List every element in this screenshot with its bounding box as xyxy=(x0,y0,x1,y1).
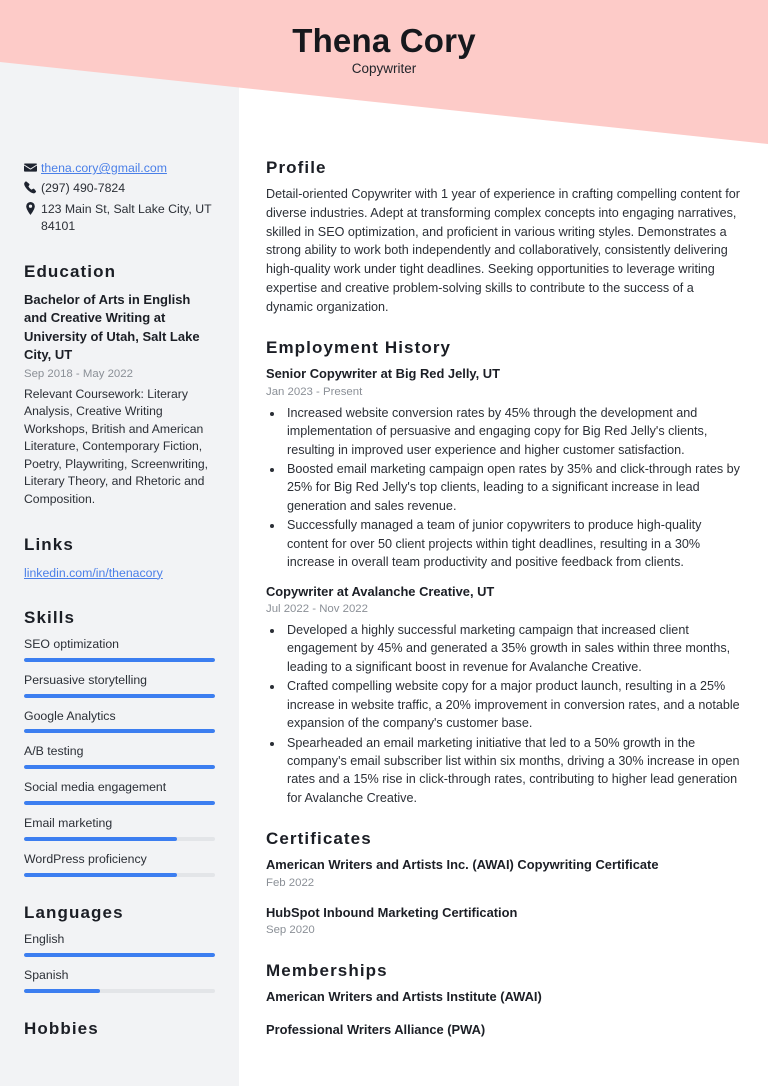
education-entry xyxy=(24,291,215,509)
section-employment-history xyxy=(266,338,740,807)
skill-level-track xyxy=(24,729,215,733)
contact-list xyxy=(24,160,215,236)
memberships-list xyxy=(266,988,740,1038)
employment-title: Senior Copywriter at Big Red Jelly, UT xyxy=(266,366,500,382)
language-level-fill xyxy=(24,953,215,957)
employment-bullet-list xyxy=(266,621,740,807)
education-dates: Sep 2018 - May 2022 xyxy=(24,367,133,380)
sidebar-content xyxy=(0,0,239,1048)
employment-dates: Jul 2022 - Nov 2022 xyxy=(266,603,368,615)
skill-level-track xyxy=(24,801,215,805)
certificate-date: Sep 2020 xyxy=(266,924,315,937)
skill-level-track xyxy=(24,694,215,698)
skill-level-fill xyxy=(24,837,177,841)
languages-list xyxy=(24,932,215,993)
employment-list xyxy=(266,365,740,807)
certificate-item xyxy=(266,856,740,891)
skill-item xyxy=(24,744,215,769)
section-memberships xyxy=(266,961,740,1038)
contact-item-address xyxy=(24,201,215,236)
certificate-item xyxy=(266,904,740,939)
employment-bullet: • Developed a highly successful marketing campaign that increased client engagement by 45% and generated a 35% growth in sales within three months, leading to a significant boost in revenue for Avalanche Creative. xyxy=(284,621,740,676)
contact-item-phone xyxy=(24,180,215,197)
section-heading-employment: Employment History xyxy=(266,338,452,358)
employment-bullet-list xyxy=(266,404,740,572)
language-label: Spanish xyxy=(24,968,69,983)
sidebar-section-skills xyxy=(24,608,215,878)
employment-bullet: • Crafted compelling website copy for a major product launch, resulting in a 25% increase in website traffic, a 20% improvement in conversion rates, and a notable expansion of the company's customer base. xyxy=(284,677,740,732)
employment-bullet: • Successfully managed a team of junior copywriters to produce high-quality content for over 50 client projects within tight deadlines, resulting in a 30% increase in overall team productivity and positive feedback from clients. xyxy=(284,516,740,571)
certificate-title: HubSpot Inbound Marketing Certification xyxy=(266,904,518,920)
skill-label: Email marketing xyxy=(24,816,113,831)
certificate-title: American Writers and Artists Inc. (AWAI) Copywriting Certificate xyxy=(266,857,659,873)
section-heading-hobbies: Hobbies xyxy=(24,1019,99,1039)
skill-level-track xyxy=(24,765,215,769)
skill-label: Google Analytics xyxy=(24,708,116,723)
section-heading-education: Education xyxy=(24,261,117,281)
skill-item xyxy=(24,780,215,805)
profile-text: Detail-oriented Copywriter with 1 year of experience in crafting compelling content for diverse industries. Adept at transforming complex concepts into engaging narratives, skilled in SEO optimization, and proficient in various writing styles. Demonstrates a strong ability to work both independently and collaboratively, consistently delivering high-quality work under tight deadlines. Seeking opportunities to leverage writing expertise and creative problem-solving skills to contribute to the success of a dynamic organization. xyxy=(266,187,740,314)
language-level-track xyxy=(24,989,215,993)
sidebar-section-languages xyxy=(24,903,215,993)
skill-label: SEO optimization xyxy=(24,636,120,651)
skill-item xyxy=(24,816,215,841)
envelope-icon xyxy=(24,160,41,174)
skill-item xyxy=(24,852,215,877)
sidebar-section-links xyxy=(24,535,215,582)
skill-label: Persuasive storytelling xyxy=(24,672,148,687)
employment-entry xyxy=(266,365,740,571)
employment-bullet: • Boosted email marketing campaign open rates by 35% and click-through rates by 25% for Big Red Jelly's top clients, leading to a significant increase in lead generation and sales revenue. xyxy=(284,460,740,515)
skill-label: A/B testing xyxy=(24,744,84,759)
employment-bullet: • Increased website conversion rates by 45% through the development and implementation of persuasive and engaging copy for Big Red Jelly's clients, resulting in improved user experience and higher customer satisfaction. xyxy=(284,404,740,459)
section-heading-certificates: Certificates xyxy=(266,829,372,849)
language-item xyxy=(24,968,215,993)
skill-item xyxy=(24,673,215,698)
skill-label: WordPress proficiency xyxy=(24,852,147,867)
skill-level-track xyxy=(24,873,215,877)
phone-icon xyxy=(24,180,41,194)
skill-level-fill xyxy=(24,873,177,877)
skill-level-track xyxy=(24,837,215,841)
sidebar-section-hobbies xyxy=(24,1019,215,1039)
employment-title: Copywriter at Avalanche Creative, UT xyxy=(266,583,495,599)
skill-level-fill xyxy=(24,729,215,733)
section-heading-skills: Skills xyxy=(24,607,76,627)
section-profile xyxy=(266,158,740,316)
skill-label: Social media engagement xyxy=(24,780,167,795)
certificates-list xyxy=(266,856,740,939)
skill-item xyxy=(24,637,215,662)
location-pin-icon xyxy=(24,201,41,215)
skill-level-fill xyxy=(24,801,215,805)
employment-entry xyxy=(266,583,740,808)
skill-item xyxy=(24,709,215,734)
certificate-date: Feb 2022 xyxy=(266,876,315,889)
linkedin-link[interactable]: linkedin.com/in/thenacory xyxy=(24,565,163,580)
skill-level-fill xyxy=(24,694,215,698)
employment-bullet: • Spearheaded an email marketing initiative that led to a 50% growth in the company's email subscriber list within six months, driving a 30% increase in open rates and a 15% rise in click-through rates, contributing to higher lead generation for Avalanche Creative. xyxy=(284,734,740,808)
employment-dates: Jan 2023 - Present xyxy=(266,385,363,398)
sidebar-section-education xyxy=(24,262,215,509)
skills-list xyxy=(24,637,215,878)
skill-level-fill xyxy=(24,765,215,769)
skill-level-track xyxy=(24,658,215,662)
language-label: English xyxy=(24,932,65,947)
email-link[interactable]: thena.cory@gmail.com xyxy=(41,161,167,175)
contact-item-email xyxy=(24,160,215,177)
section-certificates xyxy=(266,829,740,939)
main-content xyxy=(239,0,768,1060)
membership-item: Professional Writers Alliance (PWA) xyxy=(266,1021,486,1037)
skill-level-fill xyxy=(24,658,215,662)
membership-item: American Writers and Artists Institute (AWAI) xyxy=(266,989,542,1005)
section-heading-languages: Languages xyxy=(24,903,124,923)
education-title: Bachelor of Arts in English and Creative Writing at University of Utah, Salt Lake City, UT xyxy=(24,291,200,363)
job-title: Copywriter xyxy=(351,60,417,76)
section-heading-links: Links xyxy=(24,534,74,554)
language-item xyxy=(24,932,215,957)
page-title: Thena Cory xyxy=(292,22,476,59)
address-text: 123 Main St, Salt Lake City, UT 84101 xyxy=(41,201,212,234)
language-level-track xyxy=(24,953,215,957)
phone-number: (297) 490-7824 xyxy=(41,181,126,196)
education-description: Relevant Coursework: Literary Analysis, Creative Writing Workshops, British and American Literature, Contemporary Fiction, Poetry, Playwriting, Screenwriting, Literary Theory, and Rhetoric and Composition. xyxy=(24,386,209,506)
section-heading-profile: Profile xyxy=(266,158,327,177)
language-level-fill xyxy=(24,989,100,993)
section-heading-memberships: Memberships xyxy=(266,961,388,981)
